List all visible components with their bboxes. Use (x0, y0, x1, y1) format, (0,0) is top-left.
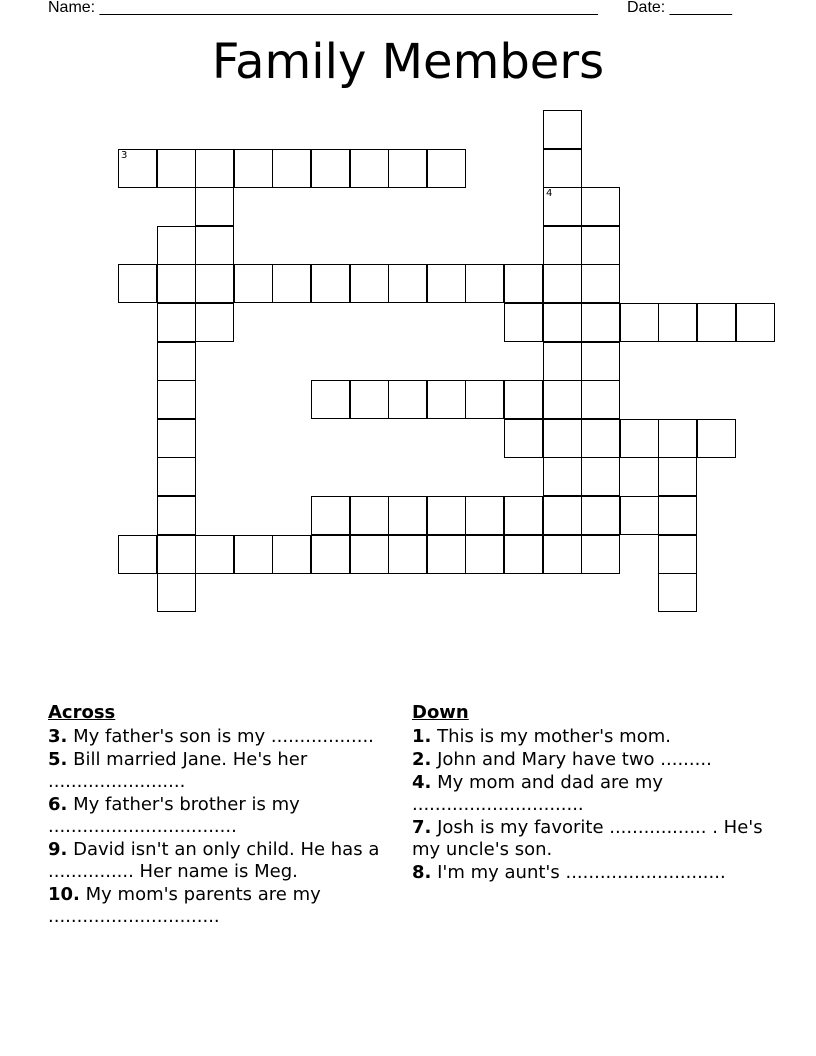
crossword-cell[interactable] (272, 535, 311, 574)
crossword-cell[interactable] (388, 149, 427, 188)
crossword-cell[interactable] (311, 496, 350, 535)
down-clue (412, 862, 772, 884)
across-heading: Across (48, 702, 116, 723)
crossword-cell[interactable] (504, 303, 543, 342)
crossword-cell[interactable] (543, 457, 582, 496)
clue-number-label: 3 (121, 150, 128, 161)
crossword-cell[interactable] (157, 496, 196, 535)
crossword-cell[interactable] (543, 149, 582, 188)
crossword-cell[interactable] (195, 303, 234, 342)
across-clue (48, 794, 403, 838)
crossword-cell[interactable] (118, 264, 157, 303)
crossword-cell[interactable] (543, 226, 582, 265)
crossword-cell[interactable] (581, 303, 620, 342)
clue-number: 6. (48, 794, 68, 815)
clue-text: I'm my aunt's ............................ (437, 862, 726, 883)
down-clues (412, 702, 772, 885)
clue-text: John and Mary have two ......... (437, 749, 712, 770)
crossword-cell[interactable] (543, 110, 582, 149)
clue-text: This is my mother's mom. (437, 726, 671, 747)
crossword-cell[interactable] (311, 264, 350, 303)
crossword-cell[interactable] (350, 496, 389, 535)
crossword-cell[interactable] (697, 419, 736, 458)
crossword-cell[interactable] (157, 342, 196, 381)
crossword-cell[interactable] (504, 380, 543, 419)
crossword-cell[interactable] (118, 535, 157, 574)
clue-text: My father's son is my .................. (73, 726, 374, 747)
crossword-cell[interactable] (427, 380, 466, 419)
crossword-cell[interactable] (581, 496, 620, 535)
crossword-cell[interactable] (157, 264, 196, 303)
crossword-cell[interactable] (465, 535, 504, 574)
down-heading: Down (412, 702, 469, 723)
clue-number-label: 4 (546, 188, 553, 199)
clue-number: 5. (48, 749, 68, 770)
crossword-cell[interactable] (581, 535, 620, 574)
crossword-cell[interactable] (272, 264, 311, 303)
crossword-cell[interactable] (427, 264, 466, 303)
crossword-cell[interactable] (658, 535, 697, 574)
crossword-cell[interactable] (157, 380, 196, 419)
crossword-cell[interactable] (581, 342, 620, 381)
crossword-cell[interactable] (234, 149, 273, 188)
crossword-cell[interactable] (157, 226, 196, 265)
across-clue (48, 884, 403, 928)
crossword-cell[interactable] (658, 457, 697, 496)
down-clue (412, 726, 772, 748)
clue-text: My father's brother is my ................................. (48, 794, 300, 837)
page-title: Family Members (211, 34, 605, 90)
crossword-cell[interactable] (620, 496, 659, 535)
date-field[interactable]: Date: _______ (627, 0, 732, 16)
crossword-cell[interactable] (157, 457, 196, 496)
crossword-cell[interactable] (157, 303, 196, 342)
crossword-cell[interactable] (465, 380, 504, 419)
clue-number: 3. (48, 726, 68, 747)
crossword-cell[interactable] (543, 380, 582, 419)
crossword-cell[interactable] (543, 303, 582, 342)
crossword-cell[interactable] (543, 535, 582, 574)
crossword-cell[interactable] (388, 380, 427, 419)
crossword-cell[interactable] (157, 419, 196, 458)
crossword-cell[interactable] (311, 380, 350, 419)
clue-number: 8. (412, 862, 432, 883)
clue-number: 9. (48, 839, 68, 860)
crossword-cell[interactable] (234, 535, 273, 574)
crossword-cell[interactable] (543, 342, 582, 381)
crossword-cell[interactable] (504, 496, 543, 535)
crossword-cell[interactable] (311, 149, 350, 188)
crossword-cell[interactable] (620, 303, 659, 342)
crossword-cell[interactable] (195, 226, 234, 265)
crossword-cell[interactable] (581, 457, 620, 496)
crossword-cell[interactable] (658, 419, 697, 458)
clue-text: My mom's parents are my .............................. (48, 884, 321, 927)
crossword-cell[interactable] (543, 419, 582, 458)
across-clue (48, 749, 403, 793)
crossword-cell[interactable] (581, 187, 620, 226)
crossword-cell[interactable] (736, 303, 775, 342)
across-clue (48, 839, 403, 883)
crossword-cell[interactable] (350, 380, 389, 419)
crossword-cell[interactable] (195, 264, 234, 303)
clue-text: My mom and dad are my .............................. (412, 772, 664, 815)
crossword-cell[interactable] (465, 264, 504, 303)
crossword-cell[interactable] (427, 496, 466, 535)
crossword-cell[interactable] (543, 187, 582, 226)
crossword-cell[interactable] (620, 419, 659, 458)
crossword-cell[interactable] (504, 419, 543, 458)
clue-text: Josh is my favorite ................. . He's my uncle's son. (412, 817, 763, 860)
crossword-cell[interactable] (388, 264, 427, 303)
down-clue (412, 772, 772, 816)
crossword-cell[interactable] (581, 419, 620, 458)
crossword-cell[interactable] (195, 187, 234, 226)
crossword-cell[interactable] (543, 496, 582, 535)
clue-text: Bill married Jane. He's her ........................ (48, 749, 308, 792)
crossword-cell[interactable] (465, 496, 504, 535)
crossword-cell[interactable] (272, 149, 311, 188)
across-clue (48, 726, 403, 748)
crossword-cell[interactable] (350, 264, 389, 303)
crossword-cell[interactable] (581, 264, 620, 303)
crossword-cell[interactable] (388, 535, 427, 574)
crossword-cell[interactable] (427, 149, 466, 188)
crossword-cell[interactable] (118, 149, 157, 188)
crossword-cell[interactable] (157, 149, 196, 188)
clue-number: 10. (48, 884, 80, 905)
crossword-cell[interactable] (504, 535, 543, 574)
crossword-cell[interactable] (388, 496, 427, 535)
crossword-cell[interactable] (350, 149, 389, 188)
crossword-cell[interactable] (195, 535, 234, 574)
name-field[interactable]: Name: ________________________________________________________ (48, 0, 598, 16)
clue-number: 1. (412, 726, 432, 747)
crossword-cell[interactable] (658, 496, 697, 535)
down-clue (412, 749, 772, 771)
crossword-cell[interactable] (543, 264, 582, 303)
across-clues (48, 702, 403, 929)
crossword-cell[interactable] (658, 303, 697, 342)
crossword-cell[interactable] (697, 303, 736, 342)
crossword-cell[interactable] (658, 573, 697, 612)
crossword-cell[interactable] (195, 149, 234, 188)
crossword-cell[interactable] (427, 535, 466, 574)
crossword-cell[interactable] (157, 573, 196, 612)
crossword-cell[interactable] (157, 535, 196, 574)
crossword-cell[interactable] (504, 264, 543, 303)
crossword-cell[interactable] (234, 264, 273, 303)
down-clue (412, 817, 772, 861)
clue-number: 7. (412, 817, 432, 838)
crossword-cell[interactable] (311, 535, 350, 574)
clue-text: David isn't an only child. He has a ............... Her name is Meg. (48, 839, 380, 882)
clue-number: 4. (412, 772, 432, 793)
clue-number: 2. (412, 749, 432, 770)
crossword-cell[interactable] (581, 226, 620, 265)
crossword-cell[interactable] (350, 535, 389, 574)
crossword-cell[interactable] (581, 380, 620, 419)
